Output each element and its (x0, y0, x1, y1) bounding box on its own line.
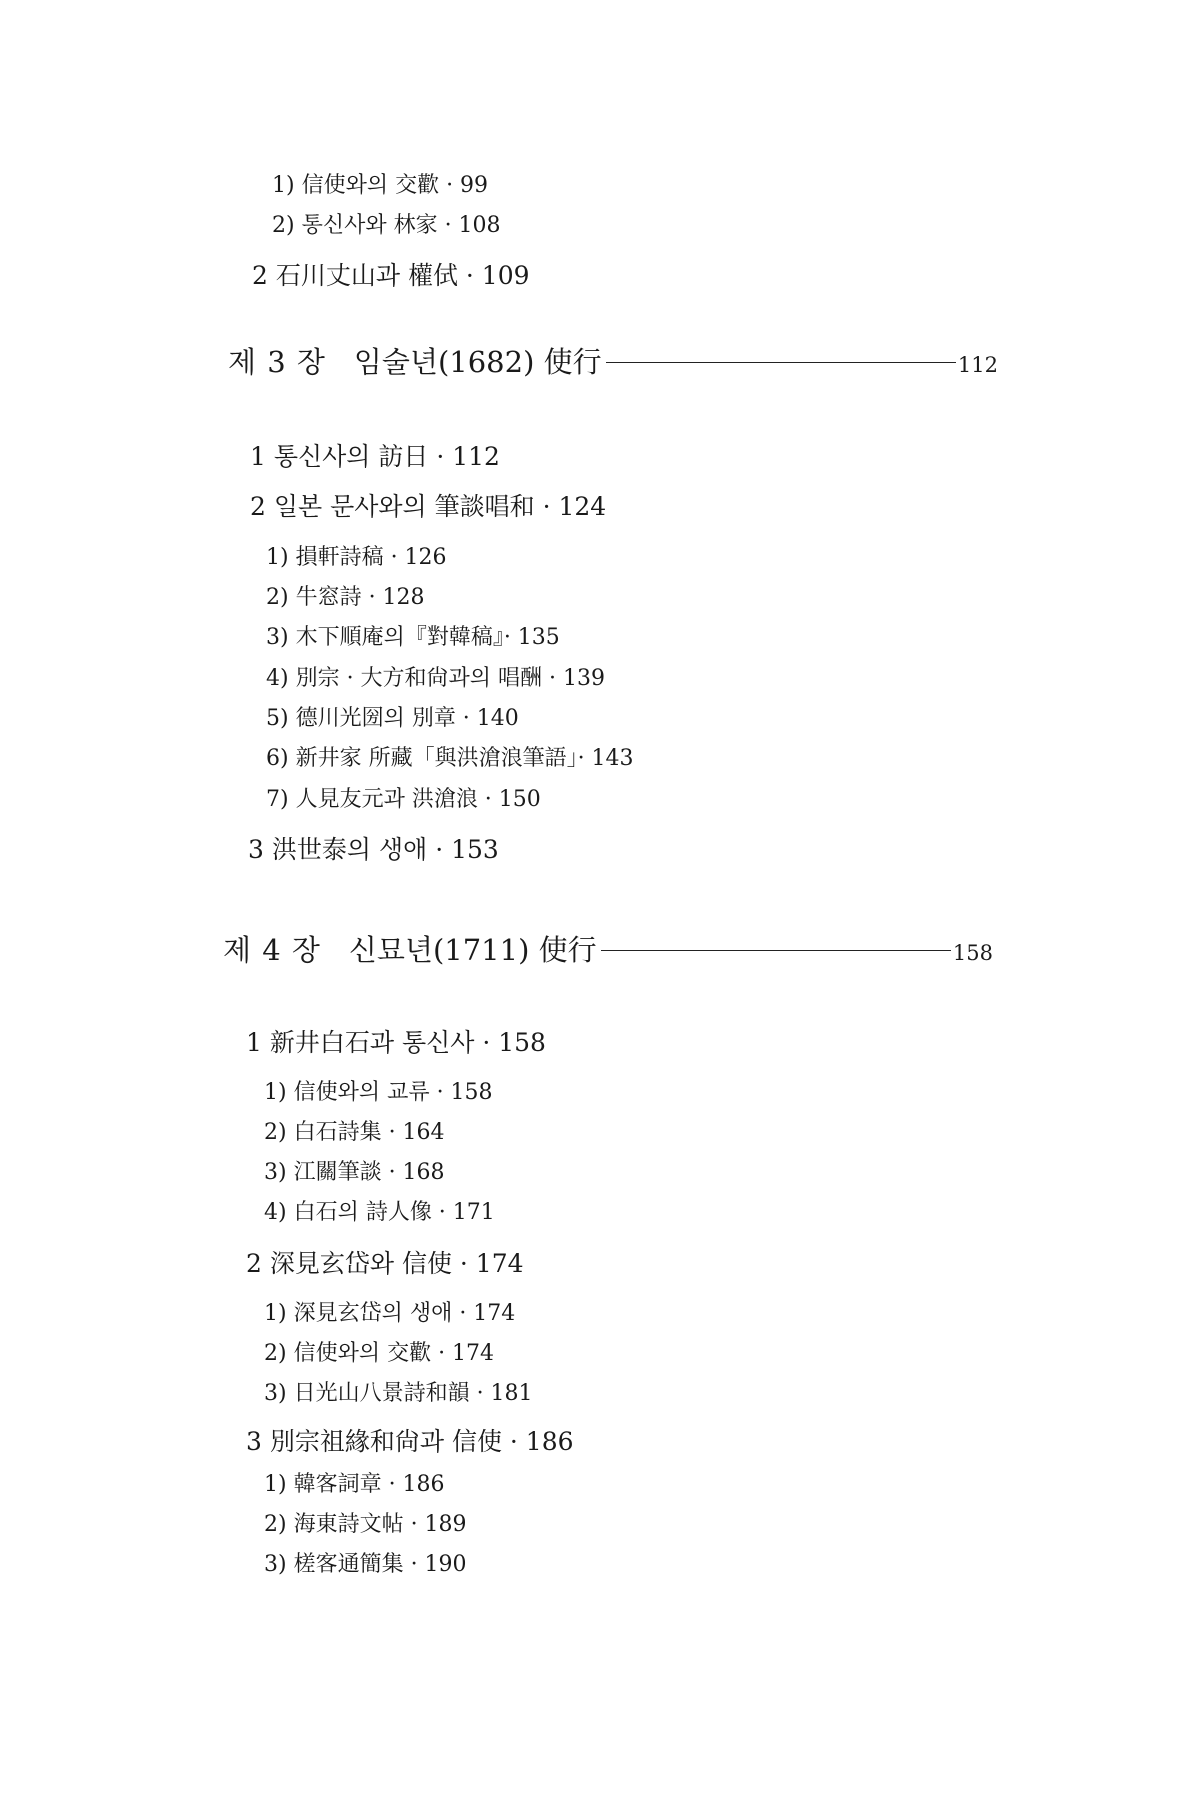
toc-entry: 3) 日光山八景詩和韻 · 181 (264, 1381, 533, 1406)
toc-entry: 3 別宗祖緣和尙과 信使 · 186 (246, 1427, 574, 1456)
toc-entry: 2) 信使와의 交歡 · 174 (264, 1341, 495, 1366)
toc-entry: 2) 白石詩集 · 164 (264, 1120, 445, 1145)
leader-rule (601, 950, 951, 951)
chapter-page: 158 (952, 941, 993, 965)
chapter-heading (223, 928, 993, 969)
toc-entry: 2 深見玄岱와 信使 · 174 (246, 1249, 524, 1278)
toc-entry: 3) 木下順庵의『對韓稿』· 135 (266, 625, 560, 650)
chapter-label: 제 3 장 (228, 345, 326, 379)
chapter-label: 제 4 장 (223, 933, 321, 967)
toc-entry: 1 新井白石과 통신사 · 158 (246, 1028, 546, 1057)
leader-rule (606, 362, 956, 363)
toc-entry: 4) 別宗 · 大方和尙과의 唱酬 · 139 (266, 666, 606, 691)
toc-entry: 1) 深見玄岱의 생애 · 174 (264, 1301, 516, 1326)
toc-entry: 3) 槎客通簡集 · 190 (264, 1552, 467, 1577)
toc-entry: 1) 損軒詩稿 · 126 (266, 545, 447, 570)
toc-entry: 4) 白石의 詩人像 · 171 (264, 1200, 495, 1225)
toc-entry: 1) 韓客詞章 · 186 (264, 1472, 445, 1497)
toc-entry: 1) 信使와의 交歡 · 99 (272, 173, 489, 198)
toc-entry: 3 洪世泰의 생애 · 153 (248, 835, 499, 864)
toc-entry: 7) 人見友元과 洪滄浪 · 150 (266, 787, 541, 812)
chapter-title: 신묘년(1711) 使行 (348, 933, 597, 967)
toc-entry: 1 통신사의 訪日 · 112 (250, 442, 500, 471)
chapter-title: 임술년(1682) 使行 (353, 345, 602, 379)
toc-entry: 6) 新井家 所藏「與洪滄浪筆語」· 143 (266, 746, 634, 771)
toc-entry: 2 石川丈山과 權侙 · 109 (252, 261, 530, 290)
toc-entry: 3) 江關筆談 · 168 (264, 1160, 445, 1185)
toc-entry: 2) 牛窓詩 · 128 (266, 585, 425, 610)
toc-entry: 2) 통신사와 林家 · 108 (272, 213, 501, 238)
chapter-page: 112 (957, 353, 998, 377)
toc-entry: 5) 德川光圀의 別章 · 140 (266, 706, 519, 731)
chapter-heading (228, 340, 998, 381)
toc-entry: 2) 海東詩文帖 · 189 (264, 1512, 467, 1537)
toc-entry: 1) 信使와의 교류 · 158 (264, 1080, 493, 1105)
toc-entry: 2 일본 문사와의 筆談唱和 · 124 (250, 492, 607, 521)
